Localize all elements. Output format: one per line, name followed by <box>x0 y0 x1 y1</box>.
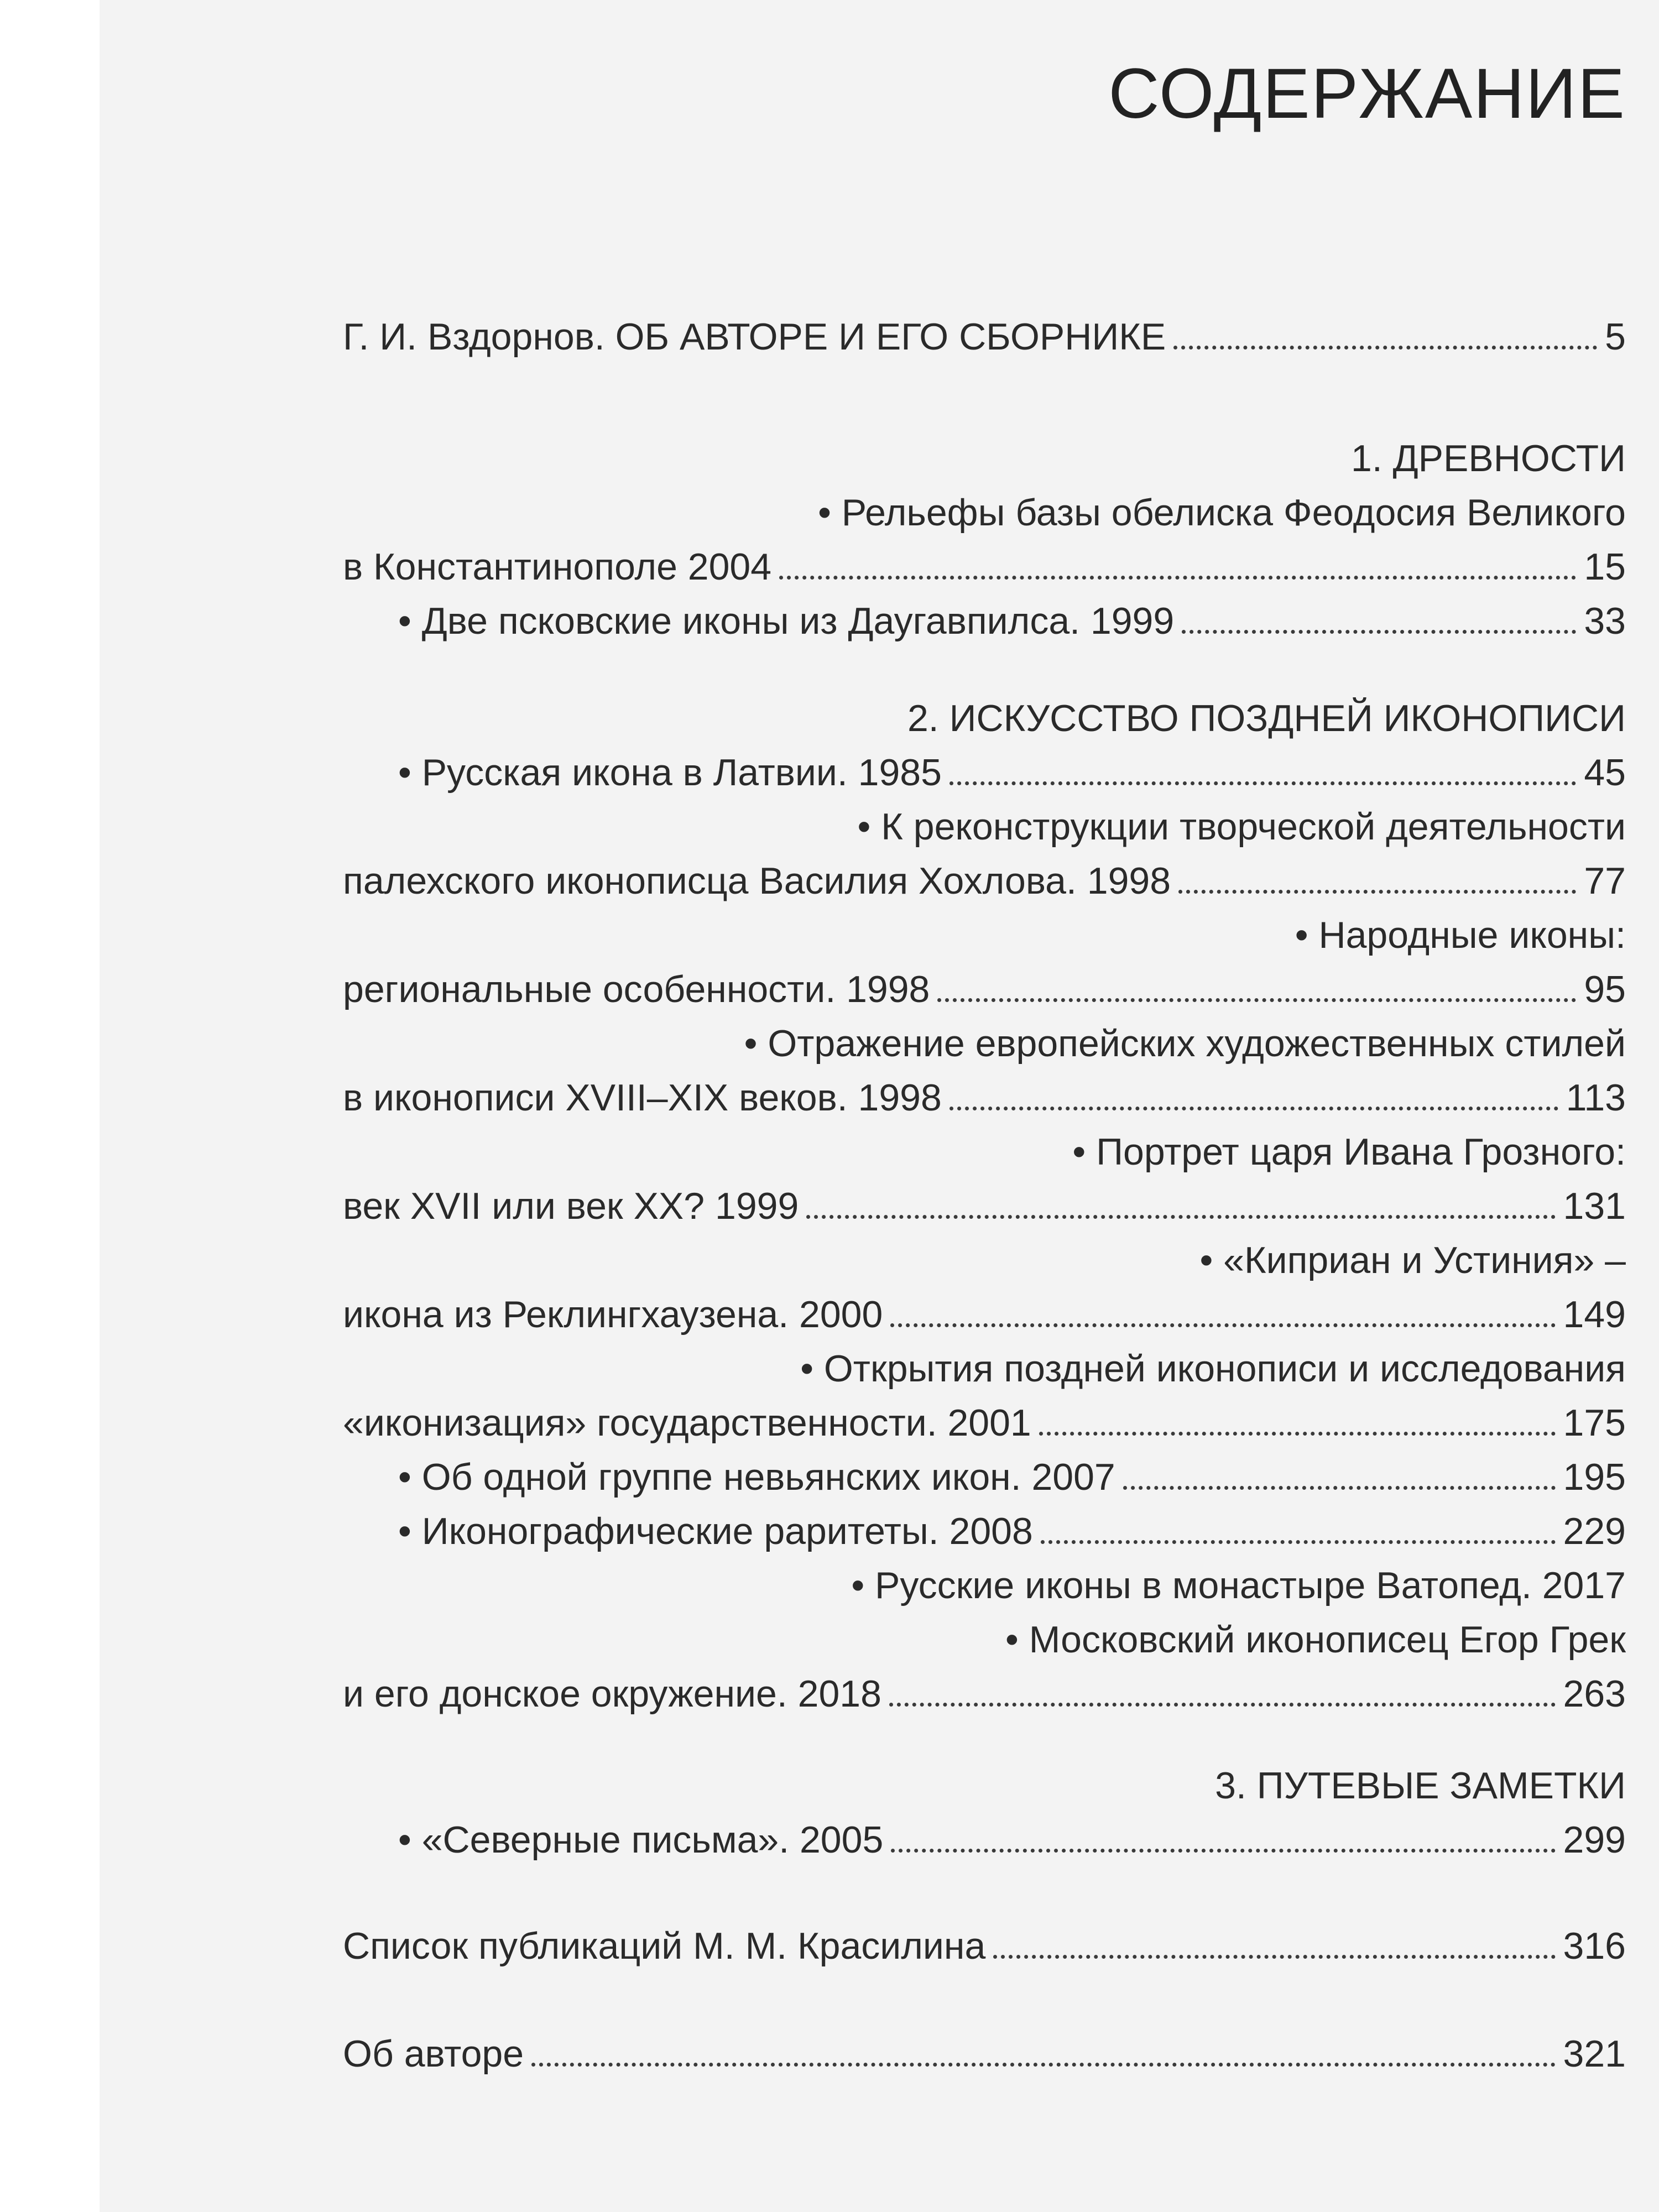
dot-leader <box>890 1323 1555 1327</box>
entry-title: палехского иконописца Василия Хохлова. 1998 <box>343 860 1171 902</box>
entry-page: 33 <box>1584 600 1626 642</box>
dot-leader <box>891 1849 1555 1853</box>
entry-page: 299 <box>1563 1819 1626 1861</box>
toc-entry-line: • Портрет царя Ивана Грозного: <box>1072 1131 1626 1173</box>
dot-leader <box>1041 1540 1556 1544</box>
dot-leader <box>779 576 1576 580</box>
entry-title: • Об одной группе невьянских икон. 2007 <box>398 1456 1115 1498</box>
entry-title: Об авторе <box>343 2033 524 2075</box>
entry-title: • Русская икона в Латвии. 1985 <box>398 752 942 794</box>
toc-entry <box>343 1450 1626 1504</box>
dot-leader <box>1182 630 1576 634</box>
entry-page: 149 <box>1563 1293 1626 1335</box>
table-of-contents <box>343 0 1626 2212</box>
page-title: СОДЕРЖАНИЕ <box>1108 54 1626 133</box>
dot-leader <box>1173 346 1597 349</box>
entry-title: век XVII или век XX? 1999 <box>343 1185 799 1227</box>
toc-entry-line: • Народные иконы: <box>1295 914 1626 956</box>
dot-leader <box>950 781 1576 785</box>
toc-entry <box>343 1396 1626 1450</box>
entry-title: • Иконографические раритеты. 2008 <box>398 1510 1033 1552</box>
toc-entry-line: • К реконструкции творческой деятельности <box>857 806 1626 848</box>
toc-entry <box>343 1813 1626 1867</box>
toc-entry <box>343 854 1626 908</box>
toc-entry-about-author <box>343 2027 1626 2081</box>
toc-entry-line: • Отражение европейских художественных стилей <box>744 1022 1626 1065</box>
toc-entry <box>343 1504 1626 1558</box>
dot-leader <box>806 1215 1555 1219</box>
entry-title: в Константинополе 2004 <box>343 546 772 588</box>
entry-title: • Две псковские иконы из Даугавпилса. 1999 <box>398 600 1175 642</box>
entry-title: и его донское окружение. 2018 <box>343 1673 881 1715</box>
dot-leader <box>1123 1486 1556 1490</box>
dot-leader <box>950 1107 1558 1110</box>
dot-leader <box>937 998 1576 1002</box>
entry-page: 229 <box>1563 1510 1626 1552</box>
toc-entry-line: • Московский иконописец Егор Грек <box>1005 1619 1626 1661</box>
section-title: 1. ДРЕВНОСТИ <box>1351 437 1626 479</box>
toc-entry <box>343 594 1626 648</box>
dot-leader <box>531 2063 1556 2067</box>
toc-entry <box>343 540 1626 594</box>
entry-page: 15 <box>1584 546 1626 588</box>
toc-entry-line: • Рельефы базы обелиска Феодосия Великого <box>818 492 1626 534</box>
section-title: 3. ПУТЕВЫЕ ЗАМЕТКИ <box>1215 1765 1626 1807</box>
entry-page: 316 <box>1563 1925 1626 1967</box>
entry-page: 195 <box>1563 1456 1626 1498</box>
toc-entry-line: • Русские иконы в монастыре Ватопед. 2017 <box>851 1564 1626 1606</box>
entry-title: икона из Реклингхаузена. 2000 <box>343 1293 883 1335</box>
entry-title: • «Северные письма». 2005 <box>398 1819 884 1861</box>
entry-title: региональные особенности. 1998 <box>343 968 930 1010</box>
dot-leader <box>1178 890 1576 894</box>
entry-page: 77 <box>1584 860 1626 902</box>
book-page <box>100 0 1659 2212</box>
entry-title: «иконизация» государственности. 2001 <box>343 1402 1031 1444</box>
dot-leader <box>889 1703 1556 1707</box>
toc-entry <box>343 745 1626 800</box>
entry-page: 113 <box>1566 1077 1626 1119</box>
entry-page: 45 <box>1584 752 1626 794</box>
toc-entry <box>343 1287 1626 1342</box>
entry-page: 175 <box>1563 1402 1626 1444</box>
toc-entry-line: • «Киприан и Устиния» – <box>1199 1239 1626 1281</box>
entry-page: 131 <box>1563 1185 1626 1227</box>
dot-leader <box>993 1955 1555 1959</box>
entry-page: 263 <box>1563 1673 1626 1715</box>
toc-entry <box>343 1071 1626 1125</box>
toc-entry <box>343 1179 1626 1233</box>
entry-page: 95 <box>1584 968 1626 1010</box>
toc-entry <box>343 1667 1626 1721</box>
toc-entry-publications <box>343 1919 1626 1973</box>
entry-title: Список публикаций М. М. Красилина <box>343 1925 986 1967</box>
toc-entry-preface <box>343 310 1626 364</box>
dot-leader <box>1039 1432 1556 1436</box>
entry-title: в иконописи XVIII–XIX веков. 1998 <box>343 1077 942 1119</box>
toc-entry <box>343 962 1626 1016</box>
entry-title: Г. И. Вздорнов. ОБ АВТОРЕ И ЕГО СБОРНИКЕ <box>343 316 1166 358</box>
entry-page: 321 <box>1563 2033 1626 2075</box>
toc-entry-line: • Открытия поздней иконописи и исследования <box>800 1348 1626 1390</box>
section-title: 2. ИСКУССТВО ПОЗДНЕЙ ИКОНОПИСИ <box>907 697 1626 739</box>
entry-page: 5 <box>1605 316 1626 358</box>
